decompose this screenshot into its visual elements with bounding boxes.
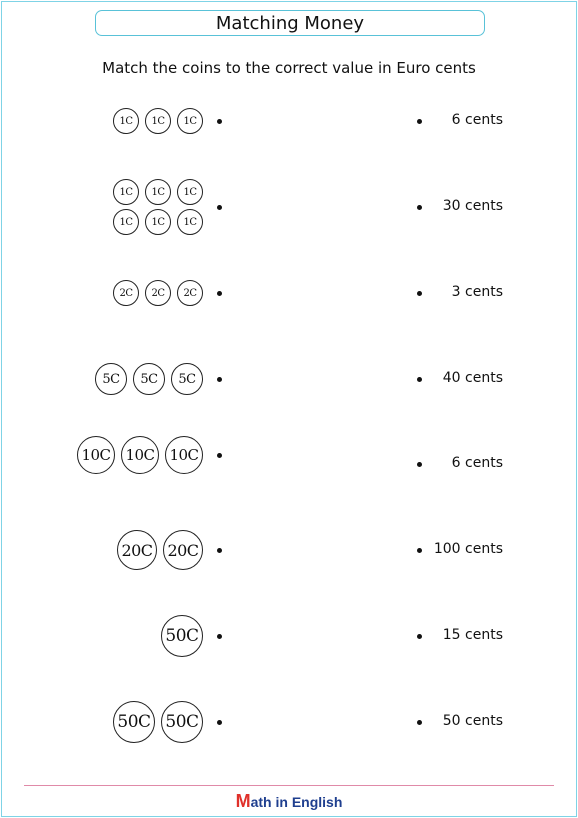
match-dot-right[interactable] <box>417 377 422 382</box>
coin: 20C <box>117 530 157 570</box>
match-dot-right[interactable] <box>417 548 422 553</box>
coin-group <box>113 280 203 306</box>
match-dot-left[interactable] <box>217 205 222 210</box>
coin: 1C <box>145 108 171 134</box>
match-dot-left[interactable] <box>217 291 222 296</box>
coin: 1C <box>177 108 203 134</box>
coin: 1C <box>113 108 139 134</box>
coin: 10C <box>77 436 115 474</box>
match-dot-right[interactable] <box>417 634 422 639</box>
page-title-text: Matching Money <box>215 12 365 34</box>
coin-group <box>113 108 203 134</box>
match-dot-right[interactable] <box>417 720 422 725</box>
coin: 20C <box>163 530 203 570</box>
instruction-text: Match the coins to the correct value in Euro cents <box>102 59 476 77</box>
brand-text: ath in English <box>250 794 343 810</box>
value-label: 30 cents <box>442 198 503 214</box>
coin-line <box>77 436 203 474</box>
coin: 10C <box>165 436 203 474</box>
coin-line <box>113 179 203 205</box>
coin: 1C <box>145 179 171 205</box>
footer-brand-logo <box>0 791 578 812</box>
match-dot-left[interactable] <box>217 453 222 458</box>
match-dot-left[interactable] <box>217 377 222 382</box>
coin: 1C <box>113 179 139 205</box>
match-dot-left[interactable] <box>217 634 222 639</box>
value-label: 50 cents <box>442 713 503 729</box>
match-dot-left[interactable] <box>217 548 222 553</box>
coin: 50C <box>113 701 155 743</box>
match-dot-right[interactable] <box>417 462 422 467</box>
page-title <box>95 10 485 36</box>
coin: 5C <box>171 363 203 395</box>
coin-line <box>113 701 203 743</box>
match-dot-left[interactable] <box>217 720 222 725</box>
coin: 2C <box>177 280 203 306</box>
coin-group <box>113 701 203 743</box>
coin: 2C <box>145 280 171 306</box>
coin-line <box>161 615 203 657</box>
coin: 1C <box>177 209 203 235</box>
coin: 1C <box>177 179 203 205</box>
value-label: 6 cents <box>451 455 503 471</box>
coin-line <box>113 108 203 134</box>
coin: 1C <box>113 209 139 235</box>
value-label: 6 cents <box>451 112 503 128</box>
match-dot-right[interactable] <box>417 119 422 124</box>
coin: 10C <box>121 436 159 474</box>
coin-line <box>117 530 203 570</box>
coin: 50C <box>161 615 203 657</box>
match-dot-right[interactable] <box>417 291 422 296</box>
coin-group <box>117 530 203 570</box>
value-label: 3 cents <box>451 284 503 300</box>
coin-group <box>95 363 203 395</box>
coin: 2C <box>113 280 139 306</box>
coin-line <box>113 209 203 235</box>
match-dot-right[interactable] <box>417 205 422 210</box>
brand-letter-m: M <box>235 791 251 811</box>
coin-group <box>113 179 203 235</box>
coin: 5C <box>95 363 127 395</box>
coin: 5C <box>133 363 165 395</box>
match-dot-left[interactable] <box>217 119 222 124</box>
value-label: 40 cents <box>442 370 503 386</box>
coin: 50C <box>161 701 203 743</box>
coin: 1C <box>145 209 171 235</box>
coin-line <box>95 363 203 395</box>
value-label: 15 cents <box>442 627 503 643</box>
footer-divider <box>24 785 554 786</box>
coin-group <box>161 615 203 657</box>
coin-line <box>113 280 203 306</box>
coin-group <box>77 436 203 474</box>
value-label: 100 cents <box>433 541 503 557</box>
